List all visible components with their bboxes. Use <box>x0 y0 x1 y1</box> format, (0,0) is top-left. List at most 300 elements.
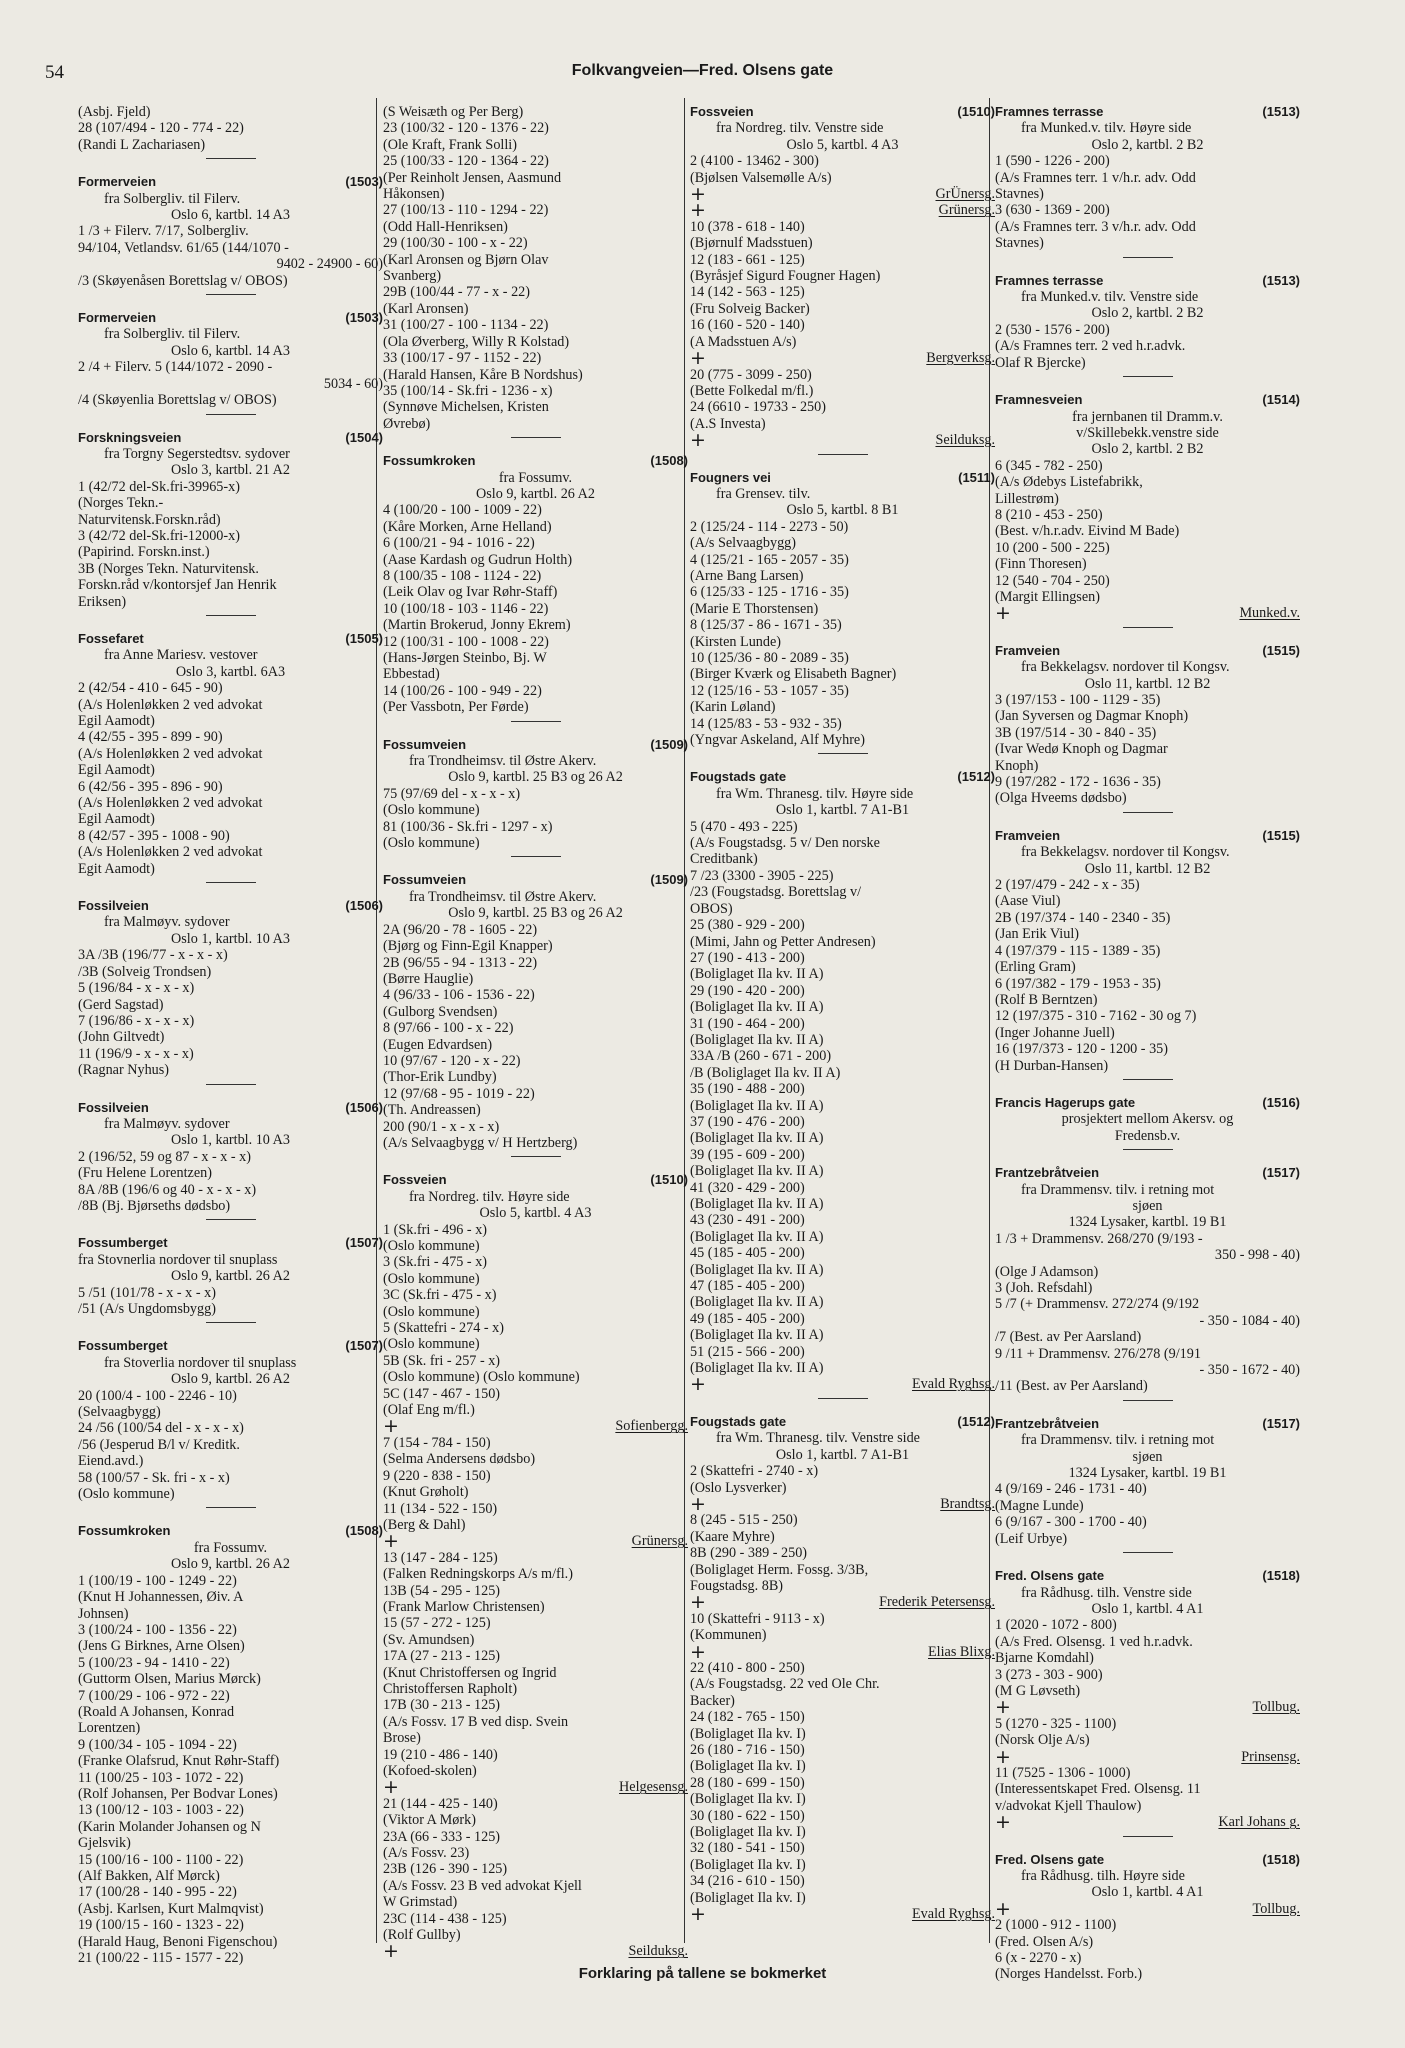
entry-line: (Alf Bakken, Alf Mørck) <box>78 1868 220 1884</box>
street-name: Fred. Olsens gate <box>995 1568 1105 1584</box>
entry-line: (S Weisæth og Per Berg) <box>383 104 524 120</box>
column-1 <box>78 104 383 1966</box>
section-separator <box>818 1398 868 1399</box>
entry-line: 350 - 998 - 40) <box>1214 1247 1300 1264</box>
street-description: Oslo 9, kartbl. 26 A2 <box>170 1371 290 1388</box>
entry-line: 6 (9/167 - 300 - 1700 - 40) <box>995 1514 1147 1531</box>
entry-line: 27 (190 - 413 - 200) <box>690 949 805 966</box>
cross-street-name: GrÜnersg. <box>935 186 995 203</box>
entry-line: 41 (320 - 429 - 200) <box>690 1179 805 1196</box>
cross-street-name: Helgesensg. <box>619 1779 688 1796</box>
entry-line: (Per Reinholt Jensen, Aasmund <box>383 169 562 186</box>
entry-line: (Sv. Amundsen) <box>383 1631 475 1648</box>
entry-line: (M G Løvseth) <box>995 1682 1081 1699</box>
entry-line: Egil Aamodt) <box>78 713 155 729</box>
entry-line: (Mimi, Jahn og Petter Andresen) <box>690 933 876 950</box>
cross-street-icon: + <box>690 347 706 370</box>
entry-line: 30 (180 - 622 - 150) <box>690 1807 805 1824</box>
entry-line: Stavnes) <box>995 186 1044 203</box>
street-name: Fougstads gate <box>690 769 787 785</box>
street-description: Oslo 5, kartbl. 4 A3 <box>479 1205 592 1222</box>
street-heading <box>78 1338 383 1354</box>
entry-line: (A/s Holenløkken 2 ved advokat <box>78 795 263 812</box>
cross-street-line <box>383 1415 688 1438</box>
street-description: Oslo 9, kartbl. 25 B3 og 26 A2 <box>448 769 623 786</box>
entry-line: 2 (4100 - 13462 - 300) <box>690 153 819 170</box>
street-description: fra Munked.v. tilv. Venstre side <box>1021 289 1199 306</box>
entry-line: (A/s Fossv. 23 B ved advokat Kjell <box>383 1877 582 1894</box>
street-code: (1512) <box>957 1413 995 1429</box>
street-heading <box>383 1172 688 1188</box>
cross-street-name: Tollbug. <box>1252 1900 1300 1917</box>
street-name: Fossumkroken <box>78 1523 171 1539</box>
cross-street-icon: + <box>690 199 706 222</box>
entry-line: (Finn Thoresen) <box>995 556 1087 573</box>
street-heading <box>78 1235 383 1251</box>
street-code: (1516) <box>1262 1094 1300 1110</box>
street-code: (1509) <box>650 736 688 752</box>
street-description: fra Drammensv. tilv. i retning mot <box>1021 1181 1215 1198</box>
entry-line: (Fred. Olsen A/s) <box>995 1933 1094 1950</box>
entry-line: 6 (x - 2270 - x) <box>995 1950 1082 1967</box>
entry-line: 3 (630 - 1369 - 200) <box>995 202 1110 219</box>
street-code: (1510) <box>957 104 995 119</box>
entry-line: 4 (96/33 - 106 - 1536 - 22) <box>383 987 535 1004</box>
street-description: Oslo 1, kartbl. 10 A3 <box>170 1132 290 1149</box>
entry-line: 8 (245 - 515 - 250) <box>690 1512 798 1529</box>
entry-line: (Boliglaget Ila kv. II A) <box>690 1196 824 1212</box>
cross-street-icon: + <box>690 1591 706 1614</box>
entry-line: Fougstadsg. 8B) <box>690 1577 784 1594</box>
cross-street-line <box>690 1640 995 1663</box>
street-code: (1513) <box>1262 272 1300 288</box>
entry-line: (Arne Bang Larsen) <box>690 567 804 584</box>
entry-line: Knoph) <box>995 757 1039 774</box>
entry-line: 6 (345 - 782 - 250) <box>995 457 1103 474</box>
section-separator <box>1123 627 1173 628</box>
cross-street-name: Evald Ryghsg. <box>912 1376 995 1393</box>
entry-line: (Karin Molander Johansen og N <box>78 1818 261 1835</box>
entry-line: (Knut Christoffersen og Ingrid <box>383 1664 557 1681</box>
street-description: Oslo 9, kartbl. 26 A2 <box>170 1556 290 1573</box>
entry-line: 49 (185 - 405 - 200) <box>690 1310 805 1327</box>
entry-line: Brose) <box>383 1730 421 1747</box>
entry-line: (Oslo Lysverker) <box>690 1479 787 1496</box>
section-separator <box>206 1219 256 1220</box>
street-description: fra Solbergliv. til Filerv. <box>104 190 241 207</box>
cross-street-line <box>690 347 995 370</box>
street-code: (1508) <box>345 1523 383 1539</box>
entry-line: 14 (142 - 563 - 125) <box>690 284 805 301</box>
street-name: Fougstads gate <box>690 1413 787 1429</box>
entry-line: 45 (185 - 405 - 200) <box>690 1245 805 1262</box>
cross-street-icon: + <box>995 1897 1011 1920</box>
street-description: fra Munked.v. tilv. Høyre side <box>1021 120 1192 137</box>
street-heading <box>78 174 383 190</box>
street-heading <box>78 310 383 326</box>
entry-line: Egil Aamodt) <box>78 762 155 779</box>
entry-line: (Gerd Sagstad) <box>78 996 164 1013</box>
entry-line: (Asbj. Karlsen, Kurt Malmqvist) <box>78 1900 264 1917</box>
cross-street-icon: + <box>383 1530 399 1553</box>
section-separator <box>511 856 561 857</box>
entry-line: 2 (197/479 - 242 - x - 35) <box>995 877 1140 894</box>
section-separator <box>1123 1836 1173 1837</box>
cross-street-name: Prinsensg. <box>1241 1748 1300 1765</box>
entry-line: (A/s Fossv. 17 B ved disp. Svein <box>383 1713 569 1730</box>
entry-line: W Grimstad) <box>383 1894 458 1911</box>
entry-line: (A/s Fred. Olsensg. 1 ved h.r.advk. <box>995 1633 1193 1650</box>
entry-line: (Frank Marlow Christensen) <box>383 1598 545 1615</box>
street-description: fra Fossumv. <box>193 1539 268 1556</box>
section-separator <box>206 882 256 883</box>
entry-line: Svanberg) <box>383 268 442 285</box>
section-separator <box>511 721 561 722</box>
entry-line: 8A /8B (196/6 og 40 - x - x - x) <box>78 1181 257 1198</box>
entry-line: 20 (100/4 - 100 - 2246 - 10) <box>78 1387 237 1404</box>
cross-street-name: Tollbug. <box>1252 1699 1300 1716</box>
street-description: Oslo 11, kartbl. 12 B2 <box>1084 675 1211 692</box>
street-description: fra Grensev. tilv. <box>716 485 811 502</box>
entry-line: (Asbj. Fjeld) <box>78 104 151 120</box>
cross-street-line <box>383 1776 688 1799</box>
entry-line: 7 /23 (3300 - 3905 - 225) <box>690 867 834 884</box>
street-name: Fossveien <box>690 104 754 119</box>
entry-line: v/advokat Kjell Thaulow) <box>995 1797 1142 1814</box>
page-number: 54 <box>45 62 64 83</box>
entry-line: 17 (100/28 - 140 - 995 - 22) <box>78 1884 237 1901</box>
entry-line: 4 (42/55 - 395 - 899 - 90) <box>78 729 223 746</box>
entry-line: (Oslo kommune) <box>383 802 480 819</box>
street-description: Oslo 1, kartbl. 4 A1 <box>1091 1884 1204 1901</box>
entry-line: 3 (100/24 - 100 - 1356 - 22) <box>78 1621 237 1638</box>
street-name: Formerveien <box>78 174 157 190</box>
street-description: Oslo 1, kartbl. 7 A1-B1 <box>775 1446 910 1463</box>
street-description: Oslo 2, kartbl. 2 B2 <box>1091 136 1204 153</box>
entry-line: (Oslo kommune) <box>383 835 480 852</box>
entry-line: Ebbestad) <box>383 666 440 683</box>
entry-line: - 350 - 1084 - 40) <box>1199 1312 1300 1329</box>
entry-line: 12 (97/68 - 95 - 1019 - 22) <box>383 1085 535 1102</box>
entry-line: 1 (590 - 1226 - 200) <box>995 153 1110 170</box>
entry-line: (Ola Øverberg, Willy R Kolstad) <box>383 333 570 350</box>
entry-line: (A/s Holenløkken 2 ved advokat <box>78 696 263 713</box>
entry-line: 8 (100/35 - 108 - 1124 - 22) <box>383 567 542 584</box>
cross-street-icon: + <box>690 1492 706 1515</box>
entry-line: 33A /B (260 - 671 - 200) <box>690 1048 832 1065</box>
entry-line: 13 (147 - 284 - 125) <box>383 1549 498 1566</box>
entry-line: 5C (147 - 467 - 150) <box>383 1385 501 1402</box>
entry-line: 10 (378 - 618 - 140) <box>690 218 805 235</box>
street-description: fra Torgny Segerstedtsv. sydover <box>104 445 290 462</box>
cross-street-name: Grünersg. <box>938 202 995 219</box>
entry-line: (Aase Kardash og Gudrun Holth) <box>383 551 573 568</box>
entry-line: (Eugen Edvardsen) <box>383 1036 493 1053</box>
street-code: (1507) <box>345 1338 383 1354</box>
entry-line: 16 (197/373 - 120 - 1200 - 35) <box>995 1041 1168 1058</box>
entry-line: 3 (Sk.fri - 475 - x) <box>383 1254 488 1271</box>
entry-line: 39 (195 - 609 - 200) <box>690 1146 805 1163</box>
section-separator <box>206 294 256 295</box>
street-description: 1324 Lysaker, kartbl. 19 B1 <box>1068 1214 1227 1231</box>
street-code: (1510) <box>650 1172 688 1188</box>
entry-line: /3B (Solveig Trondsen) <box>78 963 212 980</box>
entry-line: 51 (215 - 566 - 200) <box>690 1343 805 1360</box>
entry-line: (Papirind. Forskn.inst.) <box>78 544 210 561</box>
entry-line: Backer) <box>690 1692 735 1709</box>
street-heading <box>78 898 383 914</box>
entry-line: 9402 - 24900 - 60) <box>276 256 383 273</box>
street-heading <box>995 1852 1300 1868</box>
cross-street-line <box>690 199 995 222</box>
entry-line: 7 (154 - 784 - 150) <box>383 1434 491 1451</box>
entry-line: (Olaf Eng m/fl.) <box>383 1402 475 1419</box>
entry-line: 2 (1000 - 912 - 1100) <box>995 1917 1117 1934</box>
cross-street-line <box>995 602 1300 625</box>
entry-line: (Bjørg og Finn-Egil Knapper) <box>383 938 553 955</box>
entry-line: 23B (126 - 390 - 125) <box>383 1861 508 1878</box>
cross-street-name: Frederik Petersensg. <box>879 1594 995 1611</box>
entry-line: (A Madsstuen A/s) <box>690 333 797 350</box>
street-name: Fossumberget <box>78 1338 168 1354</box>
entry-line: 5 (100/23 - 94 - 1410 - 22) <box>78 1654 230 1671</box>
entry-line: 5 (470 - 493 - 225) <box>690 818 798 835</box>
street-name: Fred. Olsens gate <box>995 1851 1105 1867</box>
entry-line: (Odd Hall-Henriksen) <box>383 218 508 235</box>
entry-line: 1 (100/19 - 100 - 1249 - 22) <box>78 1572 237 1589</box>
section-separator <box>818 753 868 754</box>
entry-line: (Boliglaget Ila kv. II A) <box>690 1097 824 1114</box>
entry-line: 2 (Skattefri - 2740 - x) <box>690 1463 819 1480</box>
street-heading <box>995 828 1300 844</box>
entry-line: (Selvaagbygg) <box>78 1404 161 1421</box>
entry-line: (Oslo kommune) <box>383 1238 480 1254</box>
street-description: fra Rådhusg. tilh. Venstre side <box>1021 1584 1192 1601</box>
entry-line: 3 (Joh. Refsdahl) <box>995 1280 1093 1296</box>
street-heading <box>690 1414 995 1430</box>
entry-line: (Berg & Dahl) <box>383 1516 466 1533</box>
entry-line: (A/s Framnes terr. 2 ved h.r.advk. <box>995 338 1186 355</box>
entry-line: (Knut H Johannessen, Øiv. A <box>78 1589 244 1606</box>
street-description: sjøen <box>1132 1448 1163 1465</box>
street-description: v/Skillebekk.venstre side <box>1076 424 1219 441</box>
entry-line: 10 (100/18 - 103 - 1146 - 22) <box>383 600 549 617</box>
entry-line: (Fru Helene Lorentzen) <box>78 1165 212 1182</box>
entry-line: 75 (97/69 del - x - x - x) <box>383 785 521 802</box>
entry-line: 13 (100/12 - 103 - 1003 - 22) <box>78 1802 244 1819</box>
cross-street-line <box>995 1745 1300 1768</box>
entry-line: 24 (6610 - 19733 - 250) <box>690 399 826 416</box>
street-description: fra Wm. Thranesg. tilv. Høyre side <box>716 785 914 802</box>
entry-line: (Fru Solveig Backer) <box>690 300 810 317</box>
entry-line: 5 /7 (+ Drammensv. 272/274 (9/192 <box>995 1296 1200 1313</box>
street-heading <box>78 1100 383 1116</box>
street-description: 1324 Lysaker, kartbl. 19 B1 <box>1068 1465 1227 1482</box>
street-description: fra Drammensv. tilv. i retning mot <box>1021 1432 1215 1449</box>
entry-line: 12 (125/16 - 53 - 1057 - 35) <box>690 682 849 699</box>
section-separator <box>1123 376 1173 377</box>
street-code: (1518) <box>1262 1851 1300 1867</box>
street-description: Oslo 2, kartbl. 2 B2 <box>1091 305 1204 322</box>
cross-street-icon: + <box>690 429 706 452</box>
entry-line: (Aase Viul) <box>995 893 1061 910</box>
entry-line: (Falken Redningskorps A/s m/fl.) <box>383 1566 573 1583</box>
footer-note: Forklaring på tallene se bokmerket <box>578 1965 827 1982</box>
entry-line: (Byråsjef Sigurd Fougner Hagen) <box>690 268 881 285</box>
entry-line: fra Stovnerlia nordover til snuplass <box>78 1251 278 1268</box>
entry-line: (Rolf Johansen, Per Bodvar Lones) <box>78 1785 278 1802</box>
entry-line: 13B (54 - 295 - 125) <box>383 1582 501 1599</box>
entry-line: 6 (125/33 - 125 - 1716 - 35) <box>690 584 849 601</box>
entry-line: 3 (273 - 303 - 900) <box>995 1666 1103 1683</box>
entry-line: (Karl Aronsen) <box>383 300 469 317</box>
street-code: (1511) <box>958 469 995 485</box>
section-separator <box>206 414 256 415</box>
entry-line: 47 (185 - 405 - 200) <box>690 1278 805 1295</box>
entry-line: 3C (Sk.fri - 475 - x) <box>383 1287 497 1304</box>
street-description: Oslo 6, kartbl. 14 A3 <box>170 342 290 359</box>
entry-line: (A/s Holenløkken 2 ved advokat <box>78 745 263 762</box>
entry-line: (Knut Grøholt) <box>383 1484 469 1501</box>
entry-line: (Oslo kommune) <box>383 1336 480 1353</box>
entry-line: 32 (180 - 541 - 150) <box>690 1840 805 1857</box>
entry-line: 5 (196/84 - x - x - x) <box>78 980 195 997</box>
entry-line: (Martin Brokerud, Jonny Ekrem) <box>383 617 571 634</box>
entry-line: (Yngvar Askeland, Alf Myhre) <box>690 732 865 749</box>
entry-line: 24 (182 - 765 - 150) <box>690 1709 805 1726</box>
cross-street-name: Munked.v. <box>1239 605 1300 622</box>
street-description: fra Trondheimsv. til Østre Akerv. <box>409 753 597 770</box>
entry-line: 29 (190 - 420 - 200) <box>690 982 805 999</box>
column-4 <box>995 104 1300 1983</box>
entry-line: 9 /11 + Drammensv. 276/278 (9/191 <box>995 1345 1201 1362</box>
entry-line: 2 /4 + Filerv. 5 (144/1072 - 2090 - <box>78 359 273 376</box>
entry-line: 28 (180 - 699 - 150) <box>690 1774 805 1791</box>
street-description: fra Bekkelagsv. nordover til Kongsv. <box>1021 844 1230 861</box>
entry-line: (Guttorm Olsen, Marius Mørck) <box>78 1671 261 1688</box>
street-description: fra Anne Mariesv. vestover <box>104 647 258 664</box>
entry-line: 2B (96/55 - 94 - 1313 - 22) <box>383 954 538 971</box>
entry-line: (Jan Erik Viul) <box>995 926 1079 943</box>
entry-line: (Marie E Thorstensen) <box>690 600 819 617</box>
street-code: (1515) <box>1262 642 1300 658</box>
entry-line: (Boliglaget Ila kv. I) <box>690 1824 806 1841</box>
street-description: fra Stoverlia nordover til snuplass <box>104 1354 297 1371</box>
street-description: Oslo 9, kartbl. 26 A2 <box>475 485 595 502</box>
entry-line: /7 (Best. av Per Aarsland) <box>995 1329 1142 1346</box>
entry-line: 15 (57 - 272 - 125) <box>383 1615 491 1632</box>
entry-line: (Viktor A Mørk) <box>383 1812 476 1829</box>
cross-street-icon: + <box>383 1776 399 1799</box>
entry-line: 11 (196/9 - x - x - x) <box>78 1045 194 1062</box>
section-separator <box>1123 1079 1173 1080</box>
entry-line: 28 (107/494 - 120 - 774 - 22) <box>78 120 244 137</box>
entry-line: 6 (42/56 - 395 - 896 - 90) <box>78 778 223 795</box>
entry-line: 24 /56 (100/54 del - x - x - x) <box>78 1420 244 1437</box>
street-heading <box>383 872 688 888</box>
entry-line: 1 (42/72 del-Sk.fri-39965-x) <box>78 478 240 495</box>
entry-line: (Boliglaget Ila kv. II A) <box>690 1228 824 1245</box>
section-separator <box>206 1322 256 1323</box>
entry-line: (A/s Fougstadsg. 5 v/ Den norske <box>690 835 880 852</box>
section-separator <box>1123 1149 1173 1150</box>
entry-line: (Boliglaget Ila kv. I) <box>690 1889 806 1906</box>
entry-line: 15 (100/16 - 100 - 1100 - 22) <box>78 1851 244 1868</box>
street-description: Oslo 1, kartbl. 4 A1 <box>1091 1600 1204 1617</box>
entry-line: /51 (A/s Ungdomsbygg) <box>78 1301 216 1317</box>
cross-street-line <box>383 1940 688 1963</box>
street-name: Fossumveien <box>383 736 467 752</box>
street-heading <box>78 631 383 647</box>
cross-street-name: Brandtsg. <box>940 1495 995 1512</box>
street-description: Oslo 6, kartbl. 14 A3 <box>170 207 290 224</box>
street-code: (1508) <box>650 453 688 469</box>
entry-line: 22 (410 - 800 - 250) <box>690 1659 805 1676</box>
section-separator <box>206 615 256 616</box>
section-separator <box>818 454 868 455</box>
entry-line: (Erling Gram) <box>995 959 1076 976</box>
entry-line: (A.S Investa) <box>690 415 766 432</box>
entry-line: (Boliglaget Ila kv. I) <box>690 1791 806 1808</box>
entry-line: 200 (90/1 - x - x - x) <box>383 1118 500 1135</box>
street-description: sjøen <box>1132 1197 1163 1214</box>
street-code: (1503) <box>345 174 383 190</box>
entry-line: 33 (100/17 - 97 - 1152 - 22) <box>383 350 542 367</box>
entry-line: (Boliglaget Ila kv. II A) <box>690 1294 824 1311</box>
entry-line: /3 (Skøyenåsen Borettslag v/ OBOS) <box>78 272 288 289</box>
entry-line: 12 (197/375 - 310 - 7162 - 30 og 7) <box>995 1008 1197 1025</box>
street-code: (1506) <box>345 898 383 914</box>
street-name: Fossumveien <box>383 872 467 888</box>
entry-line: (Best. v/h.r.adv. Eivind M Bade) <box>995 523 1180 540</box>
street-description: Oslo 9, kartbl. 25 B3 og 26 A2 <box>448 905 623 922</box>
street-heading <box>995 392 1300 408</box>
entry-line: (Harald Haug, Benoni Figenschou) <box>78 1933 278 1950</box>
entry-line: 3B (Norges Tekn. Naturvitensk. <box>78 560 259 577</box>
entry-line: Håkonsen) <box>383 186 445 203</box>
street-name: Formerveien <box>78 310 157 326</box>
entry-line: (Boliglaget Ila kv. I) <box>690 1725 806 1742</box>
entry-line: 2B (197/374 - 140 - 2340 - 35) <box>995 909 1171 926</box>
cross-street-line <box>383 1530 688 1553</box>
street-code: (1515) <box>1262 827 1300 843</box>
cross-street-icon: + <box>995 1696 1011 1719</box>
entry-line: Gjelsvik) <box>78 1835 131 1852</box>
entry-line: 1 /3 + Drammensv. 268/270 (9/193 - <box>995 1230 1203 1247</box>
section-separator <box>1123 1552 1173 1553</box>
cross-street-icon: + <box>690 183 706 206</box>
entry-line: (Ragnar Nyhus) <box>78 1062 170 1079</box>
entry-line: (Jens G Birknes, Arne Olsen) <box>78 1638 245 1655</box>
entry-line: (Boliglaget Ila kv. II A) <box>690 1130 824 1147</box>
entry-line: 29 (100/30 - 100 - x - 22) <box>383 235 528 252</box>
cross-street-line <box>995 1897 1300 1920</box>
section-separator <box>1123 1400 1173 1401</box>
entry-line: 27 (100/13 - 110 - 1294 - 22) <box>383 202 549 219</box>
entry-line: 16 (160 - 520 - 140) <box>690 317 805 334</box>
entry-line: - 350 - 1672 - 40) <box>1199 1362 1300 1379</box>
entry-line: (Leik Olav og Ivar Røhr-Staff) <box>383 584 558 601</box>
entry-line: (Randi L Zachariasen) <box>78 136 206 153</box>
cross-street-name: Sofienbergg. <box>615 1418 688 1435</box>
entry-line: (A/s Framnes terr. 3 v/h.r. adv. Odd <box>995 218 1196 235</box>
entry-line: (A/s Ødebys Listefabrikk, <box>995 474 1143 491</box>
entry-line: (Per Vassbotn, Per Førde) <box>383 699 529 716</box>
entry-line: (Boliglaget Ila kv. II A) <box>690 1360 824 1377</box>
street-description: fra Nordreg. tilv. Høyre side <box>409 1188 570 1205</box>
entry-line: 8B (290 - 389 - 250) <box>690 1545 808 1562</box>
column-2 <box>383 104 688 1963</box>
